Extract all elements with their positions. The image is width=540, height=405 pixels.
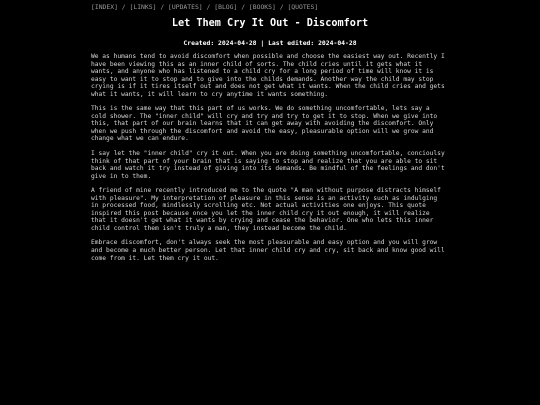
- nav-link-books[interactable]: [BOOKS]: [248, 3, 276, 11]
- nav-link-blog[interactable]: [BLOG]: [214, 3, 238, 11]
- page-title: Let Them Cry It Out - Discomfort: [171, 18, 369, 29]
- nav-separator: /: [241, 3, 246, 11]
- post-paragraph: Embrace discomfort, don't always seek the most pleasurable and easy option and you will grow and become a much better person. Let that inner child cry and cry, sit back and know good will come from it. Let them cry it out.: [91, 239, 445, 262]
- nav-link-index[interactable]: [INDEX]: [91, 3, 118, 11]
- nav-separator: /: [160, 3, 165, 11]
- post-paragraph: A friend of mine recently introduced me to the quote "A man without purpose distracts himself with pleasure". My interpretation of pleasure in this sense is an activity such as indulging in processed food, mindlessly scrolling etc. Not actual activities one enjoys. This quote inspired this post because once you let the inner child cry it out enough, it will realize that it doesn't get what it wants by crying and cease the behavior. One who lets this inner child control them isn't truly a man, they instead become the child.: [91, 187, 441, 232]
- nav-link-links[interactable]: [LINKS]: [129, 3, 157, 11]
- post-paragraph: We as humans tend to avoid discomfort when possible and choose the easiest way out. Recently I have been viewing this as an inner child of sorts. The child cries until it gets what it wants, and anyone who has listened to a child cry for a long period of time will know it is easy to want it to stop and to give into the childs demands. Another way the child may stop crying is if it tires itself out and does not get what it wants. When the child cries and gets what it wants, it will learn to cry anytime it wants something.: [91, 53, 445, 98]
- nav-link-quotes[interactable]: [QUOTES]: [287, 3, 319, 11]
- post-body: [91, 53, 448, 269]
- post-paragraph: I say let the "inner child" cry it out. When you are doing something uncomfortable, concioulsy think of that part of your brain that is saying to stop and realize that you are able to sit back and watch it try instead of giving into its demands. Be mindful of the feelings and don't give in to them.: [91, 150, 445, 180]
- post-dates: Created: 2024-04-28 | Last edited: 2024-04-28: [183, 39, 357, 47]
- post-paragraph: This is the same way that this part of us works. We do something uncomfortable, lets say a cold shower. The "inner child" will cry and try and try to get it to stop. When we give into this, that part of our brain learns that it can get away with avoiding the discomfort. Only when we push through the discomfort and avoid the easy, pleasurable option will we grow and change what we can endure.: [91, 105, 438, 143]
- nav-link-updates[interactable]: [UPDATES]: [168, 3, 203, 11]
- nav-separator: /: [121, 3, 126, 11]
- nav-separator: /: [279, 3, 284, 11]
- nav-separator: /: [206, 3, 211, 11]
- top-nav: [91, 3, 318, 11]
